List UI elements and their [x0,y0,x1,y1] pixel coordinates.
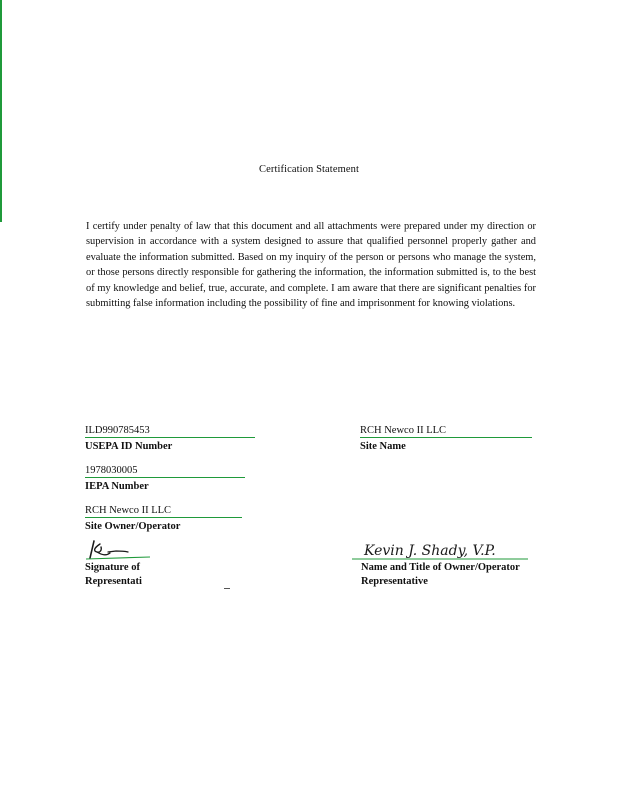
signature-label-left [85,561,142,589]
signature-label-left-line2: Representati [85,576,142,587]
certification-statement: I certify under penalty of law that this document and all attachments were prepared under my direction or supervision in accordance with a system designed to assure that qualified personnel properly gather and evaluate the information submitted. Based on my inquiry of the person or persons who manage the system, or those persons directly responsible for gathering the information, the information submitted is, to the best of my knowledge and belief, true, accurate, and complete. I am aware that there are significant penalties for submitting false information including the possibility of fine and imprisonment for knowing violations. [86,221,536,310]
signature-label-left-line1: Signature of [85,562,140,573]
iepa-number-field [85,464,245,494]
representative-signature [84,538,154,562]
signature-label-right-line1: Name and Title of Owner/Operator [361,562,520,573]
usepa-id-label: USEPA ID Number [85,441,173,452]
owner-operator-signature-text: Kevin J. Shady, V.P. [364,543,496,559]
iepa-number-label: IEPA Number [85,481,149,492]
page-edge-rule [0,0,2,222]
signature-label-right-line2: Representative [361,576,428,587]
site-name-field [360,424,532,454]
usepa-id-field [85,424,255,454]
page-title: Certification Statement [259,164,359,175]
site-name-value: RCH Newco II LLC [360,425,447,436]
signature-label-right [361,561,520,589]
site-owner-label: Site Owner/Operator [85,521,181,532]
usepa-id-value: ILD990785453 [85,425,150,436]
stray-mark [224,588,230,589]
site-name-label: Site Name [360,441,406,452]
site-owner-field [85,504,242,534]
site-owner-value: RCH Newco II LLC [85,505,172,516]
iepa-number-value: 1978030005 [85,465,138,476]
